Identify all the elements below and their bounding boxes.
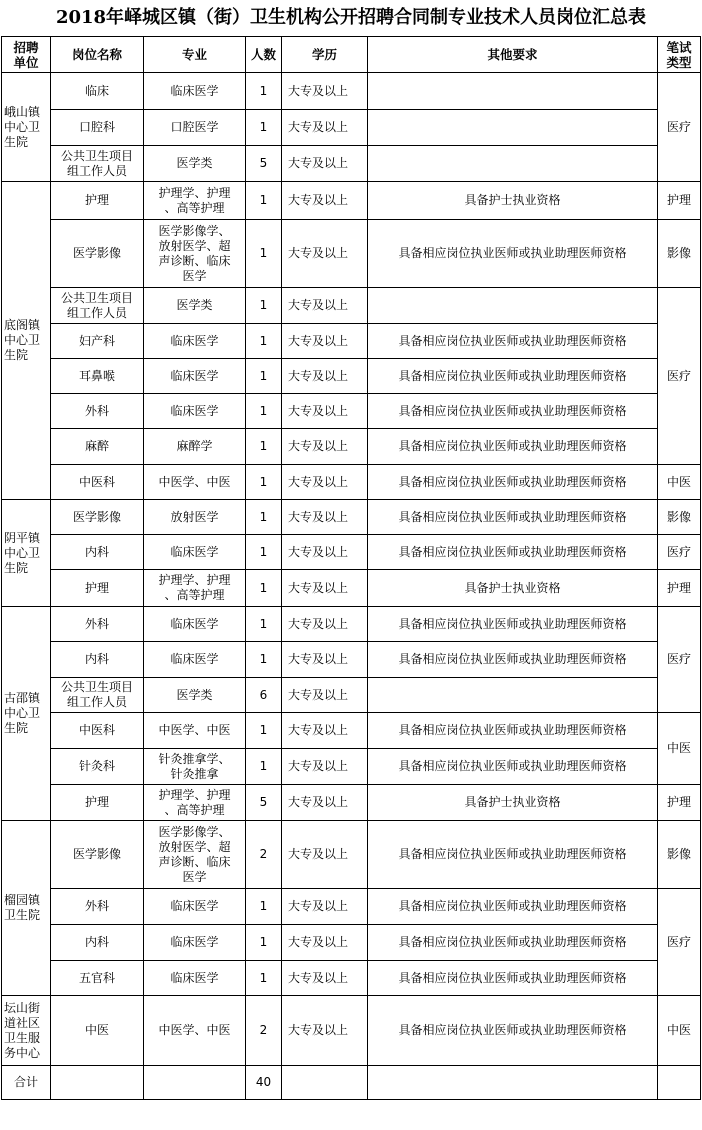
- table-row: [2, 642, 701, 678]
- exam-cell: 医疗: [658, 889, 701, 996]
- major-cell: 护理学、护理 、高等护理: [144, 570, 246, 607]
- post-cell: 医学影像: [51, 220, 144, 288]
- unit-cell: 古邵镇 中心卫 生院: [2, 607, 51, 821]
- header-exam: 笔试 类型: [658, 37, 701, 73]
- other-cell: [368, 110, 658, 146]
- table-row: [2, 500, 701, 535]
- other-cell: 具备相应岗位执业医师或执业助理医师资格: [368, 607, 658, 642]
- post-cell: 外科: [51, 607, 144, 642]
- header-row: [2, 37, 701, 73]
- exam-cell: 护理: [658, 570, 701, 607]
- other-cell: 具备相应岗位执业医师或执业助理医师资格: [368, 465, 658, 500]
- major-cell: 临床医学: [144, 73, 246, 110]
- other-cell: 具备相应岗位执业医师或执业助理医师资格: [368, 821, 658, 889]
- major-cell: 护理学、护理 、高等护理: [144, 182, 246, 220]
- table-row: [2, 288, 701, 324]
- table-row: [2, 359, 701, 394]
- other-cell: [368, 678, 658, 713]
- edu-cell: 大专及以上: [282, 749, 368, 785]
- post-cell: 五官科: [51, 961, 144, 996]
- header-unit: 招聘 单位: [2, 37, 51, 73]
- table-row: [2, 535, 701, 570]
- edu-cell: 大专及以上: [282, 642, 368, 678]
- exam-cell: 护理: [658, 182, 701, 220]
- post-cell: 公共卫生项目 组工作人员: [51, 678, 144, 713]
- other-cell: 具备相应岗位执业医师或执业助理医师资格: [368, 535, 658, 570]
- table-row: [2, 220, 701, 288]
- post-cell: 外科: [51, 394, 144, 429]
- edu-cell: 大专及以上: [282, 607, 368, 642]
- unit-cell: 底阁镇 中心卫 生院: [2, 182, 51, 500]
- post-cell: 内科: [51, 535, 144, 570]
- count-cell: 5: [246, 146, 282, 182]
- table-row: [2, 925, 701, 961]
- exam-cell: 医疗: [658, 535, 701, 570]
- exam-cell: 中医: [658, 996, 701, 1066]
- edu-cell: 大专及以上: [282, 394, 368, 429]
- edu-cell: 大专及以上: [282, 146, 368, 182]
- edu-cell: 大专及以上: [282, 713, 368, 749]
- post-cell: 公共卫生项目 组工作人员: [51, 146, 144, 182]
- count-cell: 2: [246, 821, 282, 889]
- table-row: [2, 182, 701, 220]
- exam-cell: 影像: [658, 821, 701, 889]
- count-cell: 1: [246, 288, 282, 324]
- count-cell: 1: [246, 182, 282, 220]
- post-cell: 内科: [51, 925, 144, 961]
- edu-cell: 大专及以上: [282, 678, 368, 713]
- post-cell: 针灸科: [51, 749, 144, 785]
- table-row: [2, 961, 701, 996]
- post-cell: 中医科: [51, 713, 144, 749]
- post-cell: 医学影像: [51, 821, 144, 889]
- table-row: [2, 889, 701, 925]
- other-cell: [368, 146, 658, 182]
- count-cell: 1: [246, 500, 282, 535]
- header-other: 其他要求: [368, 37, 658, 73]
- count-cell: 1: [246, 110, 282, 146]
- total-empty: [51, 1066, 144, 1100]
- major-cell: 临床医学: [144, 889, 246, 925]
- count-cell: 5: [246, 785, 282, 821]
- header-edu: 学历: [282, 37, 368, 73]
- count-cell: 1: [246, 324, 282, 359]
- count-cell: 1: [246, 220, 282, 288]
- table-row: [2, 785, 701, 821]
- table-row: [2, 996, 701, 1066]
- edu-cell: 大专及以上: [282, 288, 368, 324]
- post-cell: 中医: [51, 996, 144, 1066]
- total-empty: [282, 1066, 368, 1100]
- count-cell: 1: [246, 570, 282, 607]
- edu-cell: 大专及以上: [282, 182, 368, 220]
- edu-cell: 大专及以上: [282, 429, 368, 465]
- exam-cell: 中医: [658, 465, 701, 500]
- other-cell: 具备相应岗位执业医师或执业助理医师资格: [368, 429, 658, 465]
- other-cell: 具备护士执业资格: [368, 785, 658, 821]
- exam-cell: 护理: [658, 785, 701, 821]
- edu-cell: 大专及以上: [282, 925, 368, 961]
- edu-cell: 大专及以上: [282, 961, 368, 996]
- major-cell: 临床医学: [144, 607, 246, 642]
- total-row: [2, 1066, 701, 1100]
- major-cell: 放射医学: [144, 500, 246, 535]
- exam-cell: 影像: [658, 500, 701, 535]
- other-cell: 具备相应岗位执业医师或执业助理医师资格: [368, 220, 658, 288]
- edu-cell: 大专及以上: [282, 359, 368, 394]
- count-cell: 1: [246, 889, 282, 925]
- total-label: 合计: [2, 1066, 51, 1100]
- major-cell: 临床医学: [144, 961, 246, 996]
- edu-cell: 大专及以上: [282, 996, 368, 1066]
- post-cell: 医学影像: [51, 500, 144, 535]
- total-empty: [658, 1066, 701, 1100]
- major-cell: 医学影像学、 放射医学、超 声诊断、临床 医学: [144, 220, 246, 288]
- edu-cell: 大专及以上: [282, 785, 368, 821]
- count-cell: 2: [246, 996, 282, 1066]
- post-cell: 妇产科: [51, 324, 144, 359]
- other-cell: 具备相应岗位执业医师或执业助理医师资格: [368, 925, 658, 961]
- other-cell: 具备相应岗位执业医师或执业助理医师资格: [368, 500, 658, 535]
- major-cell: 口腔医学: [144, 110, 246, 146]
- other-cell: 具备相应岗位执业医师或执业助理医师资格: [368, 359, 658, 394]
- count-cell: 1: [246, 429, 282, 465]
- post-cell: 麻醉: [51, 429, 144, 465]
- table-row: [2, 110, 701, 146]
- post-cell: 公共卫生项目 组工作人员: [51, 288, 144, 324]
- edu-cell: 大专及以上: [282, 535, 368, 570]
- count-cell: 1: [246, 465, 282, 500]
- exam-cell: 影像: [658, 220, 701, 288]
- other-cell: 具备护士执业资格: [368, 570, 658, 607]
- major-cell: 临床医学: [144, 359, 246, 394]
- exam-cell: 中医: [658, 713, 701, 785]
- exam-cell: 医疗: [658, 73, 701, 182]
- count-cell: 1: [246, 925, 282, 961]
- table-row: [2, 821, 701, 889]
- total-empty: [368, 1066, 658, 1100]
- major-cell: 医学类: [144, 678, 246, 713]
- unit-cell: 坛山街 道社区 卫生服 务中心: [2, 996, 51, 1066]
- header-major: 专业: [144, 37, 246, 73]
- table-row: [2, 713, 701, 749]
- major-cell: 临床医学: [144, 394, 246, 429]
- table-row: [2, 394, 701, 429]
- other-cell: 具备护士执业资格: [368, 182, 658, 220]
- major-cell: 中医学、中医: [144, 465, 246, 500]
- edu-cell: 大专及以上: [282, 110, 368, 146]
- table-row: [2, 73, 701, 110]
- post-cell: 临床: [51, 73, 144, 110]
- page-title: 2018年峄城区镇（街）卫生机构公开招聘合同制专业技术人员岗位汇总表: [55, 7, 647, 28]
- table-row: [2, 429, 701, 465]
- other-cell: 具备相应岗位执业医师或执业助理医师资格: [368, 749, 658, 785]
- other-cell: 具备相应岗位执业医师或执业助理医师资格: [368, 642, 658, 678]
- count-cell: 1: [246, 394, 282, 429]
- count-cell: 1: [246, 359, 282, 394]
- other-cell: 具备相应岗位执业医师或执业助理医师资格: [368, 394, 658, 429]
- post-cell: 护理: [51, 570, 144, 607]
- post-cell: 中医科: [51, 465, 144, 500]
- other-cell: 具备相应岗位执业医师或执业助理医师资格: [368, 324, 658, 359]
- edu-cell: 大专及以上: [282, 465, 368, 500]
- other-cell: 具备相应岗位执业医师或执业助理医师资格: [368, 996, 658, 1066]
- recruitment-table: [1, 36, 701, 1100]
- other-cell: 具备相应岗位执业医师或执业助理医师资格: [368, 961, 658, 996]
- count-cell: 1: [246, 713, 282, 749]
- table-row: [2, 324, 701, 359]
- major-cell: 医学类: [144, 288, 246, 324]
- count-cell: 1: [246, 642, 282, 678]
- post-cell: 耳鼻喉: [51, 359, 144, 394]
- major-cell: 临床医学: [144, 642, 246, 678]
- total-count: 40: [246, 1066, 282, 1100]
- post-cell: 护理: [51, 785, 144, 821]
- post-cell: 内科: [51, 642, 144, 678]
- other-cell: [368, 73, 658, 110]
- major-cell: 临床医学: [144, 925, 246, 961]
- major-cell: 中医学、中医: [144, 996, 246, 1066]
- unit-cell: 峨山镇 中心卫 生院: [2, 73, 51, 182]
- exam-cell: 医疗: [658, 288, 701, 465]
- table-row: [2, 749, 701, 785]
- count-cell: 1: [246, 749, 282, 785]
- major-cell: 针灸推拿学、 针灸推拿: [144, 749, 246, 785]
- other-cell: 具备相应岗位执业医师或执业助理医师资格: [368, 889, 658, 925]
- major-cell: 护理学、护理 、高等护理: [144, 785, 246, 821]
- unit-cell: 榴园镇 卫生院: [2, 821, 51, 996]
- total-empty: [144, 1066, 246, 1100]
- count-cell: 1: [246, 535, 282, 570]
- table-row: [2, 146, 701, 182]
- header-post: 岗位名称: [51, 37, 144, 73]
- post-cell: 口腔科: [51, 110, 144, 146]
- major-cell: 麻醉学: [144, 429, 246, 465]
- edu-cell: 大专及以上: [282, 220, 368, 288]
- count-cell: 1: [246, 607, 282, 642]
- edu-cell: 大专及以上: [282, 889, 368, 925]
- edu-cell: 大专及以上: [282, 73, 368, 110]
- post-cell: 外科: [51, 889, 144, 925]
- edu-cell: 大专及以上: [282, 821, 368, 889]
- major-cell: 医学影像学、 放射医学、超 声诊断、临床 医学: [144, 821, 246, 889]
- exam-cell: 医疗: [658, 607, 701, 713]
- edu-cell: 大专及以上: [282, 500, 368, 535]
- edu-cell: 大专及以上: [282, 570, 368, 607]
- major-cell: 临床医学: [144, 535, 246, 570]
- table-row: [2, 607, 701, 642]
- edu-cell: 大专及以上: [282, 324, 368, 359]
- major-cell: 中医学、中医: [144, 713, 246, 749]
- table-row: [2, 678, 701, 713]
- header-count: 人数: [246, 37, 282, 73]
- count-cell: 1: [246, 961, 282, 996]
- major-cell: 医学类: [144, 146, 246, 182]
- other-cell: [368, 288, 658, 324]
- major-cell: 临床医学: [144, 324, 246, 359]
- count-cell: 6: [246, 678, 282, 713]
- unit-cell: 阴平镇 中心卫 生院: [2, 500, 51, 607]
- table-row: [2, 570, 701, 607]
- other-cell: 具备相应岗位执业医师或执业助理医师资格: [368, 713, 658, 749]
- table-row: [2, 465, 701, 500]
- post-cell: 护理: [51, 182, 144, 220]
- count-cell: 1: [246, 73, 282, 110]
